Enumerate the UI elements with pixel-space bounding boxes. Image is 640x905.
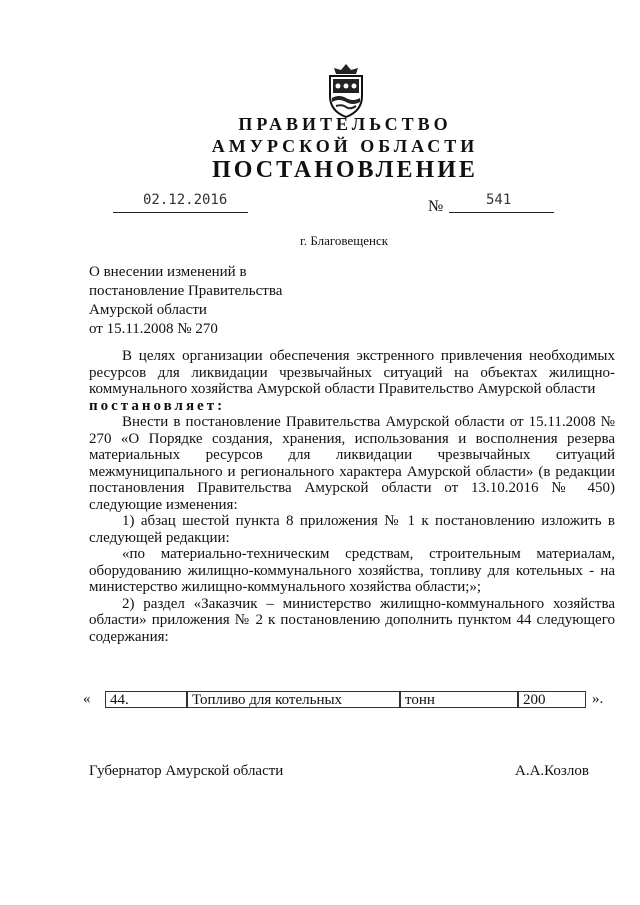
close-quote: ». <box>592 691 604 707</box>
table-cell-number: 44. <box>105 691 187 708</box>
subject-line: от 15.11.2008 № 270 <box>89 321 218 337</box>
coat-of-arms-icon <box>322 62 370 118</box>
city-label: г. Благовещенск <box>300 233 389 248</box>
region-heading: АМУРСКОЙ ОБЛАСТИ <box>211 136 479 156</box>
table-cell-quantity: 200 <box>518 691 586 708</box>
resolves-label: постановляет: <box>89 397 226 414</box>
subject-line: постановление Правительства <box>89 283 283 299</box>
table-cell-name: Топливо для котельных <box>187 691 400 708</box>
date-underline <box>113 212 248 213</box>
intro-paragraph: В целях организации обеспечения экстренного привлечения необходимых ресурсов для ликвидации чрезвычайных ситуаций на объектах жилищно-коммунального хозяйства Амурской области Правительство Амурской области <box>89 348 615 397</box>
table-cell-unit: тонн <box>400 691 518 708</box>
number-sign: № <box>428 198 444 215</box>
subject-line: О внесении изменений в <box>89 264 247 280</box>
open-quote: « <box>83 691 91 707</box>
government-heading: ПРАВИТЕЛЬСТВО <box>238 114 452 134</box>
subject-line: Амурской области <box>89 302 207 318</box>
body-paragraph-1: Внести в постановление Правительства Амурской области от 15.11.2008 № 270 «О Порядке создания, хранения, использования и восполнения резерва материальных ресурсов для ликвидации чрезвычайных ситуаций межмуниципального и регионального характера Амурской области» (в редакции постановления Правительства Амурской области от 13.10.2016 № 450) следующие изменения: <box>89 414 615 513</box>
body-paragraph-2: 1) абзац шестой пункта 8 приложения № 1 к постановлению изложить в следующей редакции: <box>89 513 615 546</box>
body-paragraph-3: «по материально-техническим средствам, строительным материалам, оборудованию жилищно-коммунального хозяйства, топливу для котельных - на министерство жилищно-коммунального хозяйства области;»; <box>89 546 615 595</box>
signatory-title: Губернатор Амурской области <box>89 763 284 779</box>
signatory-name: А.А.Козлов <box>515 763 589 779</box>
document-date: 02.12.2016 <box>143 192 228 208</box>
document-body <box>89 348 615 645</box>
document-type-heading: ПОСТАНОВЛЕНИЕ <box>212 157 478 183</box>
document-number: 541 <box>486 192 512 208</box>
body-paragraph-4: 2) раздел «Заказчик – министерство жилищно-коммунального хозяйства области» приложения № 2 к постановлению дополнить пунктом 44 следующего содержания: <box>89 595 615 645</box>
document-subject <box>89 263 282 339</box>
number-underline <box>449 212 554 213</box>
